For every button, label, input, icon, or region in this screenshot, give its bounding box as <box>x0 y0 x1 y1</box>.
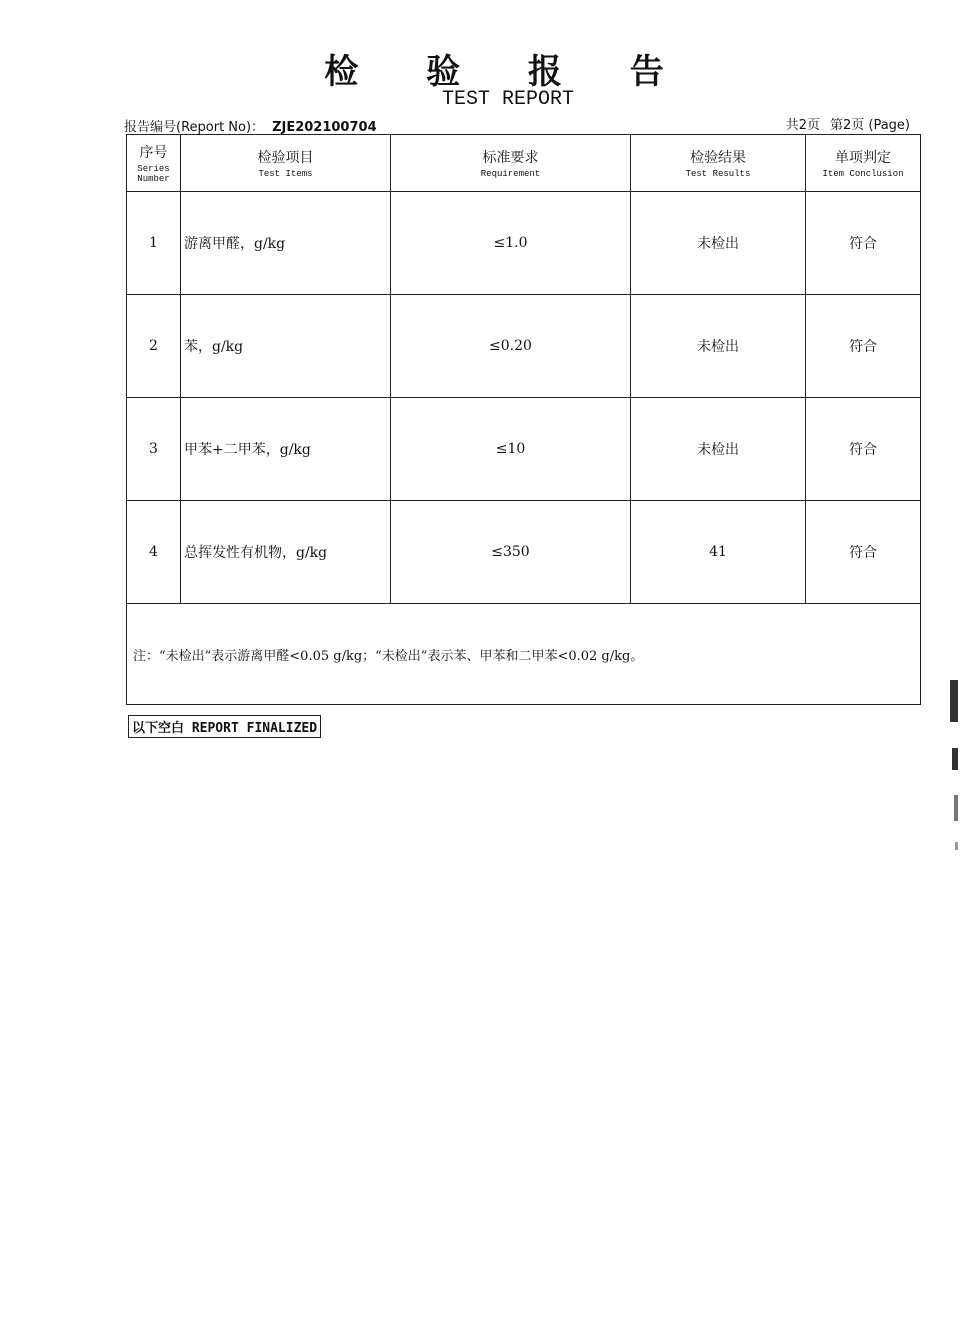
report-title-cn: 检 验 报 告 <box>324 52 692 92</box>
header-test-results <box>631 135 806 192</box>
report-finalized-box: 以下空白 REPORT FINALIZED <box>128 715 321 738</box>
report-title-en: TEST REPORT <box>441 88 575 111</box>
result-cell: 未检出 <box>631 295 806 398</box>
scan-edge-mark <box>952 748 958 770</box>
header-label-en: Requirement <box>480 169 541 179</box>
test-item-cell: 总挥发性有机物，g/kg <box>181 501 391 604</box>
series-number-cell: 3 <box>127 398 181 501</box>
test-item-cell: 游离甲醛，g/kg <box>181 192 391 295</box>
conclusion-cell: 符合 <box>806 192 921 295</box>
test-item-cell: 甲苯+二甲苯，g/kg <box>181 398 391 501</box>
series-number-cell: 1 <box>127 192 181 295</box>
table-row <box>127 398 921 501</box>
requirement-cell: ≤10 <box>391 398 631 501</box>
result-cell: 未检出 <box>631 398 806 501</box>
conclusion-cell: 符合 <box>806 501 921 604</box>
header-label-en: Item Conclusion <box>822 169 904 179</box>
conclusion-cell: 符合 <box>806 295 921 398</box>
result-cell: 41 <box>631 501 806 604</box>
requirement-cell: ≤1.0 <box>391 192 631 295</box>
header-label-en: Test Items <box>258 169 313 179</box>
result-cell: 未检出 <box>631 192 806 295</box>
header-label-en: Test Results <box>685 169 751 179</box>
table-row <box>127 192 921 295</box>
conclusion-cell: 符合 <box>806 398 921 501</box>
series-number-cell: 4 <box>127 501 181 604</box>
header-label-cn: 单项判定 <box>835 150 891 166</box>
test-item-cell: 苯，g/kg <box>181 295 391 398</box>
header-label-cn: 检验结果 <box>690 150 746 166</box>
page-total: 共2页 <box>785 118 820 133</box>
requirement-cell: ≤0.20 <box>391 295 631 398</box>
page-current: 第2页 (Page) <box>829 118 910 133</box>
header-label-cn: 检验项目 <box>257 150 314 166</box>
test-results-table <box>126 134 921 705</box>
table-note: 注：“未检出”表示游离甲醛<0.05 g/kg；“未检出”表示苯、甲苯和二甲苯<0.02 g/kg。 <box>127 604 921 705</box>
header-label-cn: 标准要求 <box>482 150 539 166</box>
header-requirement <box>391 135 631 192</box>
table-row <box>127 501 921 604</box>
report-number-line <box>124 116 377 135</box>
series-number-cell: 2 <box>127 295 181 398</box>
header-label-cn: 序号 <box>139 145 168 161</box>
report-number-label: 报告编号(Report No)： <box>124 120 265 135</box>
scan-edge-mark <box>950 680 958 722</box>
table-header-row <box>127 135 921 192</box>
header-series-number <box>127 135 181 192</box>
page-info <box>786 114 910 133</box>
report-number-value: ZJE202100704 <box>272 120 377 135</box>
requirement-cell: ≤350 <box>391 501 631 604</box>
scan-edge-mark <box>955 842 958 850</box>
header-test-items <box>181 135 391 192</box>
header-label-en: Series Number <box>137 164 170 184</box>
scan-edge-mark <box>954 795 958 821</box>
table-row <box>127 295 921 398</box>
header-item-conclusion <box>806 135 921 192</box>
note-row <box>127 604 921 705</box>
